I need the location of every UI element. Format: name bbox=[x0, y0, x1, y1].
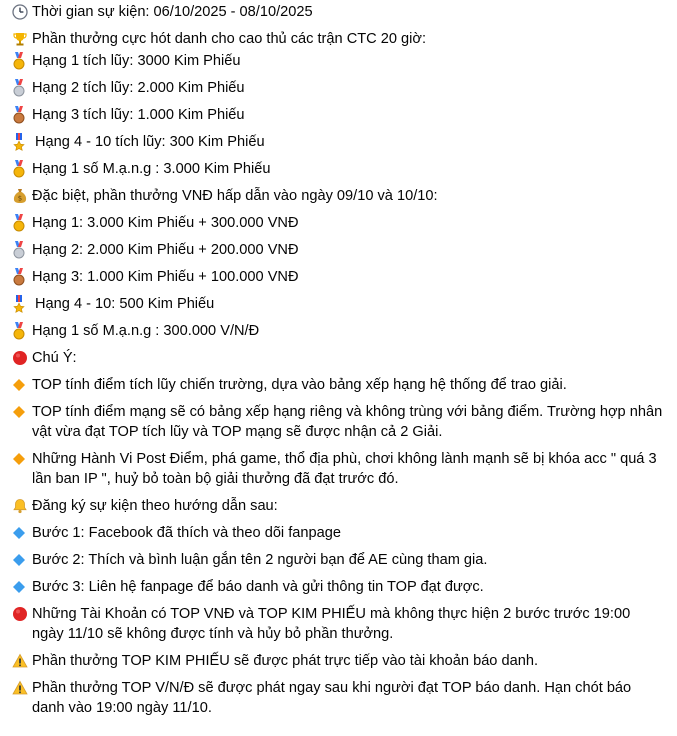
line-text: Hạng 3 tích lũy: 1.000 Kim Phiếu bbox=[32, 107, 245, 123]
registration-heading-line bbox=[12, 496, 663, 516]
notice-heading-line bbox=[12, 348, 663, 368]
warning-accounts-line bbox=[12, 604, 663, 644]
step-item bbox=[12, 523, 663, 543]
bronze-medal-icon bbox=[12, 267, 32, 287]
blue-diamond-icon bbox=[12, 550, 32, 570]
gold-medal-icon bbox=[12, 159, 32, 179]
payout-note-line bbox=[12, 678, 663, 718]
rank-line bbox=[12, 51, 663, 71]
orange-diamond-icon bbox=[12, 375, 32, 395]
line-text: Phần thưởng TOP V/N/Đ sẽ được phát ngay sau khi người đạt TOP báo danh. Hạn chót báo danh vào 19:00 ngày 11/10. bbox=[32, 680, 632, 716]
trophy-icon bbox=[12, 29, 32, 49]
line-text: TOP tính điểm tích lũy chiến trường, dựa vào bảng xếp hạng hệ thống để trao giải. bbox=[32, 377, 567, 393]
military-medal-icon bbox=[12, 294, 32, 314]
step-item bbox=[12, 550, 663, 570]
line-text: Bước 1: Facebook đã thích và theo dõi fanpage bbox=[32, 525, 341, 541]
rank-line bbox=[12, 105, 663, 125]
gold-medal-icon bbox=[12, 213, 32, 233]
silver-medal-icon bbox=[12, 240, 32, 260]
line-text: Những Hành Vi Post Điểm, phá game, thổ địa phù, chơi không lành mạnh sẽ bị khóa acc " quá 3 lần ban IP ", huỷ bỏ toàn bộ giải thưởng đã đạt trước đó. bbox=[32, 451, 657, 487]
line-text: Hạng 4 - 10 tích lũy: 300 Kim Phiếu bbox=[35, 134, 265, 150]
rank-line bbox=[12, 132, 663, 152]
line-text: Bước 2: Thích và bình luận gắn tên 2 người bạn để AE cùng tham gia. bbox=[32, 552, 488, 568]
line-text: Đăng ký sự kiện theo hướng dẫn sau: bbox=[32, 498, 278, 514]
line-text: Hạng 1 số M.ạ.n.g : 300.000 V/N/Đ bbox=[32, 323, 260, 339]
orange-diamond-icon bbox=[12, 449, 32, 469]
line-text: Hạng 1: 3.000 Kim Phiếu + 300.000 VNĐ bbox=[32, 215, 299, 231]
rank-line bbox=[12, 78, 663, 98]
line-text: Hạng 3: 1.000 Kim Phiếu + 100.000 VNĐ bbox=[32, 269, 299, 285]
notice-item bbox=[12, 402, 663, 442]
line-text: Hạng 2 tích lũy: 2.000 Kim Phiếu bbox=[32, 80, 245, 96]
rank-line bbox=[12, 294, 663, 314]
silver-medal-icon bbox=[12, 78, 32, 98]
line-text: Phần thưởng cực hót danh cho cao thủ các trận CTC 20 giờ: bbox=[32, 31, 427, 47]
rank-line bbox=[12, 267, 663, 287]
line-text: Bước 3: Liên hệ fanpage để báo danh và gửi thông tin TOP đạt được. bbox=[32, 579, 484, 595]
notice-item bbox=[12, 375, 663, 395]
event-time-line bbox=[12, 2, 663, 22]
step-item bbox=[12, 577, 663, 597]
line-text: Chú Ý: bbox=[32, 350, 77, 366]
orange-diamond-icon bbox=[12, 402, 32, 422]
event-post bbox=[0, 2, 677, 736]
line-text: Hạng 1 tích lũy: 3000 Kim Phiếu bbox=[32, 53, 241, 69]
line-text: Thời gian sự kiện: 06/10/2025 - 08/10/2025 bbox=[32, 4, 313, 20]
red-circle-icon bbox=[12, 348, 32, 368]
blue-diamond-icon bbox=[12, 577, 32, 597]
rank-line bbox=[12, 159, 663, 179]
rewards-heading-line bbox=[12, 29, 663, 49]
warning-icon bbox=[12, 651, 32, 671]
warning-icon bbox=[12, 678, 32, 698]
line-text: Phần thưởng TOP KIM PHIẾU sẽ được phát trực tiếp vào tài khoản báo danh. bbox=[32, 653, 538, 669]
line-text: TOP tính điểm mạng sẽ có bảng xếp hạng riêng và không trùng với bảng điểm. Trường hợp nhân vật vừa đạt TOP tích lũy và TOP mạng sẽ được nhận cả 2 Giải. bbox=[32, 404, 663, 440]
svg-text:$: $ bbox=[17, 194, 23, 203]
blue-diamond-icon bbox=[12, 523, 32, 543]
money-bag-icon bbox=[12, 186, 32, 206]
red-circle-icon bbox=[12, 604, 32, 624]
bronze-medal-icon bbox=[12, 105, 32, 125]
line-text: Hạng 2: 2.000 Kim Phiếu + 200.000 VNĐ bbox=[32, 242, 299, 258]
line-text: Hạng 4 - 10: 500 Kim Phiếu bbox=[35, 296, 215, 312]
special-reward-line bbox=[12, 186, 663, 206]
rank-line bbox=[12, 213, 663, 233]
line-text: Đặc biệt, phần thưởng VNĐ hấp dẫn vào ngày 09/10 và 10/10: bbox=[32, 188, 438, 204]
clock-icon bbox=[12, 2, 32, 22]
military-medal-icon bbox=[12, 132, 32, 152]
notice-item bbox=[12, 449, 663, 489]
rank-line bbox=[12, 240, 663, 260]
line-text: Những Tài Khoản có TOP VNĐ và TOP KIM PHIẾU mà không thực hiện 2 bước trước 19:00 ngày 11/10 sẽ không được tính và hủy bỏ phần thưởng. bbox=[32, 606, 631, 642]
payout-note-line bbox=[12, 651, 663, 671]
line-text: Hạng 1 số M.ạ.n.g : 3.000 Kim Phiếu bbox=[32, 161, 271, 177]
gold-medal-icon bbox=[12, 321, 32, 341]
bell-icon bbox=[12, 496, 32, 516]
gold-medal-icon bbox=[12, 51, 32, 71]
rank-line bbox=[12, 321, 663, 341]
